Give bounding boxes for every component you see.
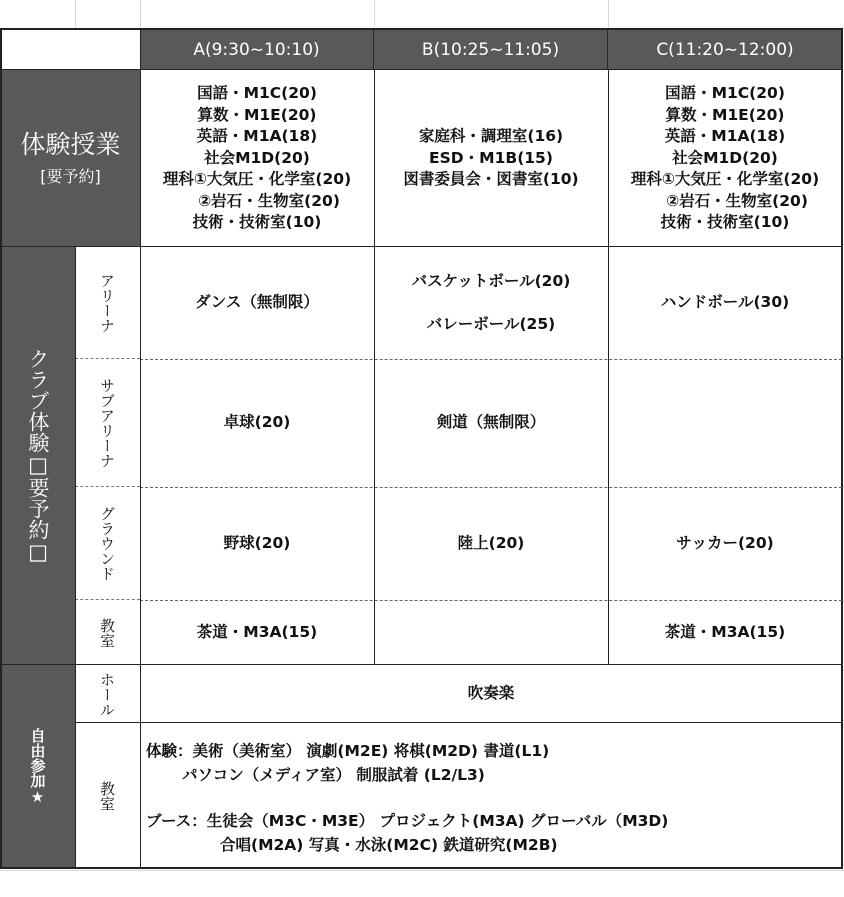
club-cell: 卓球(20) xyxy=(223,413,291,432)
club-cell: 茶道・M3A(15) xyxy=(664,622,786,641)
list-item: 技術・技術室(10) xyxy=(660,213,790,232)
border xyxy=(841,28,843,869)
list-item: 体験：美術（美術室） 演劇(M2E) 将棋(M2D) 書道(L1) xyxy=(146,742,550,760)
list-item: パソコン（メディア室） 制服試着 (L2/L3) xyxy=(182,766,485,784)
list-item: 家庭科・調理室(16) xyxy=(418,127,564,146)
border xyxy=(0,867,843,869)
hall-cell: 吹奏楽 xyxy=(467,684,515,703)
list-item: 英語・M1A(18) xyxy=(196,127,318,146)
club-cell: 剣道（無制限） xyxy=(436,413,546,432)
trial-class-title: 体験授業 xyxy=(20,130,121,159)
border xyxy=(608,70,609,665)
list-item: 社会M1D(20) xyxy=(672,148,778,167)
club-cell: 茶道・M3A(15) xyxy=(196,622,318,641)
venue-label: サブアリーナ xyxy=(98,377,116,468)
venue-free-classroom xyxy=(75,723,140,868)
list-item: 図書委員会・図書室(10) xyxy=(403,170,579,189)
border xyxy=(0,28,2,869)
list-item: ブース：生徒会（M3C・M3E） プロジェクト(M3A) グローバル（M3D) xyxy=(146,812,669,830)
club-label xyxy=(1,247,75,665)
list-item: 社会M1D(20) xyxy=(204,148,310,167)
club-cell: ダンス（無制限） xyxy=(195,293,319,312)
venue-arena xyxy=(75,247,140,359)
list-item: ②岩石・生物室(20) xyxy=(666,191,808,210)
header-col-a: A(9:30~10:10) xyxy=(140,29,374,70)
club-cell xyxy=(374,600,608,665)
club-cell: ハンドボール(30) xyxy=(660,293,790,312)
venue-hall xyxy=(75,665,140,723)
list-item: 英語・M1A(18) xyxy=(664,127,786,146)
list-item: 理科①大気圧・化学室(20) xyxy=(630,170,820,189)
trial-class-col-b xyxy=(374,70,608,247)
list-item: ②岩石・生物室(20) xyxy=(198,191,340,210)
free-label xyxy=(1,665,75,868)
club-cell xyxy=(608,359,842,487)
club-cell xyxy=(374,247,608,359)
border xyxy=(1,69,843,70)
list-item: 国語・M1C(20) xyxy=(665,84,785,103)
venue-classroom xyxy=(75,600,140,665)
venue-label: アリーナ xyxy=(98,272,116,333)
list-item: バスケットボール(20) xyxy=(411,271,571,290)
club-cell: 陸上(20) xyxy=(457,533,525,552)
trial-class-subtitle: [要予約] xyxy=(40,167,101,186)
list-item: ESD・M1B(15) xyxy=(429,148,553,167)
border xyxy=(140,600,842,601)
venue-label: グラウンド xyxy=(98,505,116,581)
border xyxy=(374,70,375,665)
border xyxy=(75,722,843,723)
trial-class-label xyxy=(1,70,140,247)
header-col-b: B(10:25~11:05) xyxy=(374,29,608,70)
border xyxy=(75,247,76,868)
trial-class-col-a xyxy=(140,70,374,247)
club-title: クラブ体験□要予約□ xyxy=(26,348,50,564)
venue-label: 教室 xyxy=(98,780,116,811)
border xyxy=(1,246,843,247)
venue-label: ホール xyxy=(98,671,116,717)
border xyxy=(140,487,842,488)
list-item: 算数・M1E(20) xyxy=(197,105,317,124)
venue-label: 教室 xyxy=(98,617,116,648)
club-cell: サッカー(20) xyxy=(676,533,774,552)
trial-class-col-c xyxy=(608,70,842,247)
venue-ground xyxy=(75,487,140,600)
border xyxy=(1,664,843,665)
free-title: 自由参加★ xyxy=(28,727,47,806)
border xyxy=(140,28,141,868)
list-item: バレーボール(25) xyxy=(426,315,556,333)
venue-sub-arena xyxy=(75,359,140,487)
club-cell: 野球(20) xyxy=(223,533,291,552)
list-item: 国語・M1C(20) xyxy=(197,84,317,103)
list-item: 算数・M1E(20) xyxy=(665,105,785,124)
list-item: 技術・技術室(10) xyxy=(192,213,322,232)
footnote xyxy=(84,871,784,895)
free-classroom-cell xyxy=(140,723,842,868)
border xyxy=(0,28,843,30)
list-item: 理科①大気圧・化学室(20) xyxy=(162,170,352,189)
header-col-c: C(11:20~12:00) xyxy=(608,29,842,70)
list-item: 合唱(M2A) 写真・水泳(M2C) 鉄道研究(M2B) xyxy=(220,836,558,854)
border xyxy=(140,359,842,360)
